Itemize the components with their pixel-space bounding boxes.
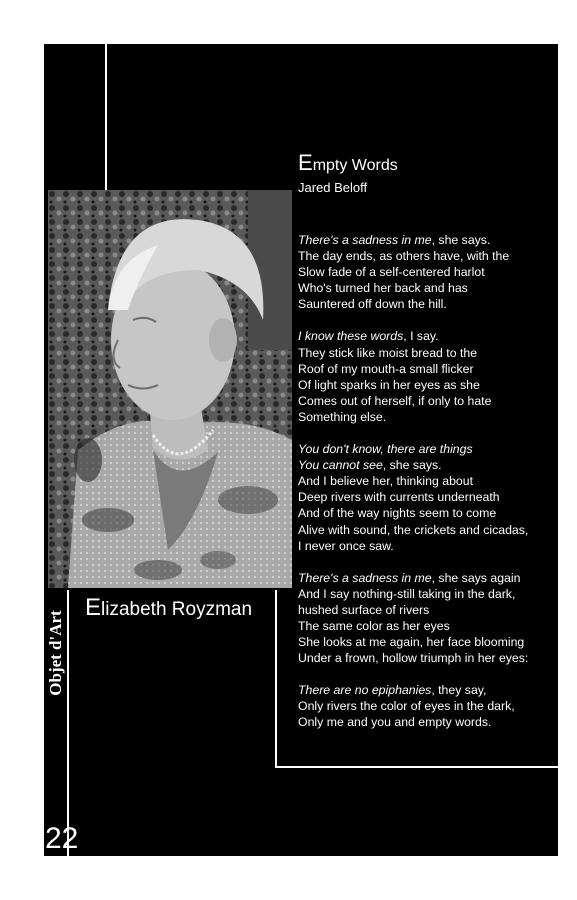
poem-line [298, 618, 556, 634]
section-label [46, 598, 66, 708]
poem-line-text: hushed surface of rivers [298, 602, 430, 617]
poem-line [298, 441, 556, 457]
frame-rule-right [275, 590, 277, 768]
poem-line-text: Only rivers the color of eyes in the dark, [298, 699, 515, 714]
frame-rule-left-lower [67, 590, 69, 856]
poem-line [298, 489, 556, 505]
poem-line [298, 264, 556, 280]
poem-title [298, 150, 398, 176]
artist-name [85, 594, 252, 622]
poem-line-text: Sauntered off down the hill. [298, 297, 447, 312]
poem-line-text: I never once saw. [298, 538, 394, 553]
poem-line-text: , I say. [403, 329, 439, 344]
poem-line [298, 602, 556, 618]
poem-line [298, 586, 556, 602]
artist-name-initial: E [85, 594, 102, 621]
poem-line [298, 409, 556, 425]
poem-line-italic: You don't know, there are things [298, 442, 473, 457]
poem-line-text: The same color as her eyes [298, 618, 450, 633]
poem-line [298, 345, 556, 361]
poem-line [298, 714, 556, 730]
poem-line-italic: There's a sadness in me [298, 570, 432, 585]
poem-line-text: Something else. [298, 409, 387, 424]
page-number: 22 [45, 822, 79, 855]
poem-line-italic: There are no epiphanies [298, 683, 432, 698]
poem-line [298, 570, 556, 586]
poem-line-text: , she says. [431, 233, 491, 247]
poem-line-text: They stick like moist bread to the [298, 345, 478, 360]
poem-line-text: Comes out of herself, if only to hate [298, 393, 492, 408]
poem-line-text: Under a frown, hollow triumph in her eyes: [298, 651, 529, 666]
poem-line [298, 361, 556, 377]
poem-line [298, 473, 556, 489]
poem-line-text: , they say, [431, 683, 487, 698]
poem-line-text: And of the way nights seem to come [298, 506, 497, 521]
poem-line-italic: There's a sadness in me [298, 233, 432, 247]
poem-line-text: , she says. [382, 458, 442, 473]
poem-line-text: , she says again [431, 570, 521, 585]
poem-line-text: Roof of my mouth-a small flicker [298, 361, 474, 376]
poem-line [298, 457, 556, 473]
poem-title-rest: mpty Words [312, 157, 398, 174]
poem-line [298, 328, 556, 344]
poem-line-text: Of light sparks in her eyes as she [298, 377, 480, 392]
poem-line-text: Alive with sound, the crickets and cicadas, [298, 522, 529, 537]
poem-stanza [298, 570, 556, 667]
poem-line [298, 522, 556, 538]
section-label-text: Objet d'Art [46, 610, 65, 696]
poem-line [298, 296, 556, 312]
poem-line-italic: You cannot see [298, 458, 383, 473]
poem-line-text: The day ends, as others have, with the [298, 249, 510, 264]
poem-line-text: She looks at me again, her face blooming [298, 635, 525, 650]
poem-line-text: Only me and you and empty words. [298, 715, 492, 730]
poem-body [298, 232, 556, 747]
poem-line-italic: I know these words [298, 329, 404, 344]
poem-title-initial: E [298, 150, 313, 175]
poem-line [298, 538, 556, 554]
poem-author: Jared Beloff [298, 180, 368, 195]
poem-line [298, 280, 556, 296]
poem-line [298, 682, 556, 698]
poem-line-text: Deep rivers with currents underneath [298, 490, 500, 505]
poem-stanza [298, 682, 556, 730]
frame-rule-bottom [275, 766, 558, 768]
poem-line [298, 393, 556, 409]
poem-line-text: And I believe her, thinking about [298, 474, 474, 489]
poem-line-text: And I say nothing-still taking in the dark, [298, 586, 516, 601]
artist-name-rest: lizabeth Royzman [101, 599, 253, 620]
poem-stanza [298, 328, 556, 425]
frame-rule-top-left [105, 44, 107, 190]
poem-line [298, 377, 556, 393]
poem-line [298, 634, 556, 650]
poem-line [298, 698, 556, 714]
poem-line [298, 650, 556, 666]
portrait-photo [48, 190, 292, 588]
poem-line-text: Slow fade of a self-centered harlot [298, 265, 485, 280]
poem-stanza [298, 441, 556, 554]
poem-stanza [298, 232, 556, 312]
poem-line-text: Who's turned her back and has [298, 281, 468, 296]
poem-line [298, 505, 556, 521]
poem-line [298, 232, 556, 248]
poem-line [298, 248, 556, 264]
